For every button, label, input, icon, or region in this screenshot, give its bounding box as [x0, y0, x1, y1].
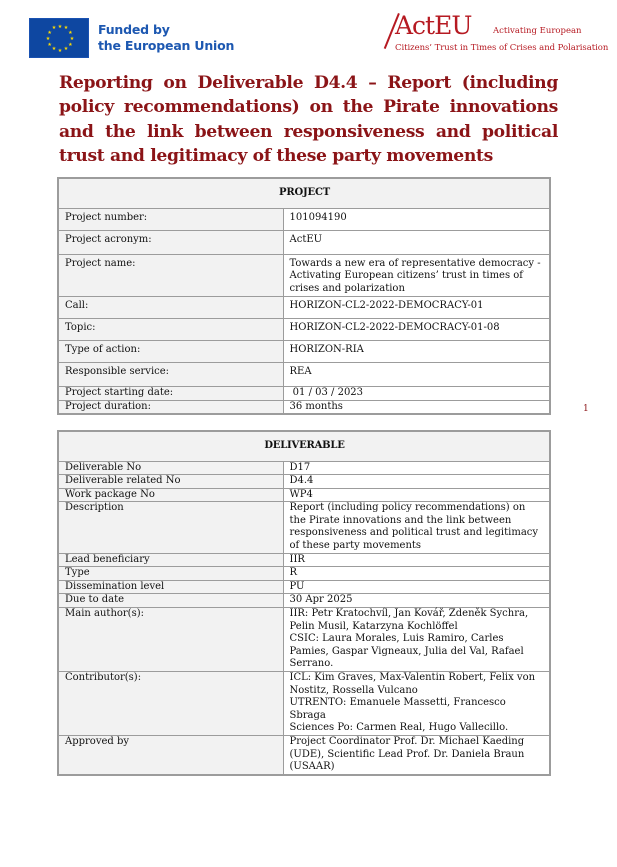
eu-flag-icon [29, 18, 89, 58]
document-title: Reporting on Deliverable D4.4 – Report (including policy recommendations) on the Pirate innovations and the link between responsiveness and political trust and legitimacy of these party movements [59, 73, 558, 166]
page-number: 1 [583, 404, 589, 414]
eu-funding-line2: the European Union [98, 38, 235, 53]
row-label: Call: [58, 296, 283, 318]
star-icon: ★ [51, 25, 57, 32]
row-label: Project acronym: [58, 230, 283, 254]
eu-funding-line1: Funded by [98, 22, 170, 37]
table-row [58, 608, 550, 672]
row-label: Type of action: [58, 340, 283, 362]
table-row [58, 672, 550, 736]
contributors-value [283, 672, 550, 736]
row-value: 36 months [283, 400, 550, 414]
row-value: WP4 [283, 488, 550, 502]
project-heading: PROJECT [58, 178, 550, 208]
row-label: Project number: [58, 208, 283, 230]
table-row [58, 296, 550, 318]
row-label: Work package No [58, 488, 283, 502]
table-row [58, 318, 550, 340]
project-table-header [58, 178, 550, 208]
row-label: Responsible service: [58, 362, 283, 386]
star-icon: ★ [63, 25, 69, 32]
row-value: ActEU [283, 230, 550, 254]
row-value: IIR [283, 553, 550, 567]
acteu-tagline-2: Citizens’ Trust in Times of Crises and Polarisation [395, 43, 609, 53]
deliverable-table-header [58, 431, 550, 461]
star-icon: ★ [68, 29, 73, 36]
star-icon: ★ [47, 29, 52, 36]
row-label: Project starting date: [58, 386, 283, 400]
table-row [58, 386, 550, 400]
row-label: Main author(s): [58, 608, 283, 672]
row-value: HORIZON-CL2-2022-DEMOCRACY-01-08 [283, 318, 550, 340]
row-label: Project duration: [58, 400, 283, 414]
star-icon: ★ [51, 45, 57, 52]
table-row [58, 488, 550, 502]
table-row [58, 340, 550, 362]
star-icon: ★ [47, 41, 52, 48]
main-authors-value [283, 608, 550, 672]
table-row [58, 735, 550, 774]
row-value: Towards a new era of representative democracy - Activating European citizens’ trust in times of crises and polarization [283, 254, 550, 296]
contributor-group: ICL: Kim Graves, Max-Valentin Robert, Felix von Nostitz, Rossella Vulcano [289, 672, 536, 696]
table-row [58, 254, 550, 296]
deliverable-table [57, 430, 551, 776]
row-value: Project Coordinator Prof. Dr. Michael Kaeding (UDE), Scientific Lead Prof. Dr. Daniela Braun (USAAR) [283, 735, 550, 774]
table-row [58, 567, 550, 581]
acteu-logo [392, 10, 612, 58]
table-row [58, 553, 550, 567]
author-group: IIR: Petr Kratochvíl, Jan Kovář, Zdeněk Sychra, Pelin Musil, Katarzyna Kochlöffel [289, 608, 529, 632]
row-label: Dissemination level [58, 580, 283, 594]
row-label: Contributor(s): [58, 672, 283, 736]
row-label: Approved by [58, 735, 283, 774]
row-value: HORIZON-CL2-2022-DEMOCRACY-01 [283, 296, 550, 318]
deliverable-heading: DELIVERABLE [58, 431, 550, 461]
table-row [58, 362, 550, 386]
row-value: 30 Apr 2025 [283, 594, 550, 608]
star-icon: ★ [68, 41, 73, 48]
row-label: Deliverable related No [58, 475, 283, 489]
row-label: Deliverable No [58, 461, 283, 475]
table-row [58, 400, 550, 414]
table-row [58, 208, 550, 230]
row-value: PU [283, 580, 550, 594]
row-label: Type [58, 567, 283, 581]
table-row [58, 230, 550, 254]
row-value: 101094190 [283, 208, 550, 230]
eu-funding-text [98, 22, 234, 54]
row-value: R [283, 567, 550, 581]
star-icon: ★ [57, 23, 63, 30]
row-label: Lead beneficiary [58, 553, 283, 567]
row-label: Project name: [58, 254, 283, 296]
acteu-tagline-1: Activating European [493, 26, 582, 36]
row-value: REA [283, 362, 550, 386]
eu-funding-logo [29, 18, 234, 58]
table-row [58, 502, 550, 553]
contributor-group: UTRENTO: Emanuele Massetti, Francesco Sbraga [289, 697, 506, 721]
star-icon: ★ [63, 45, 69, 52]
table-row [58, 580, 550, 594]
author-group: CSIC: Laura Morales, Luis Ramiro, Carles Pamies, Gaspar Vigneaux, Julia del Val, Rafael Serrano. [289, 633, 524, 670]
row-value: D17 [283, 461, 550, 475]
table-row [58, 475, 550, 489]
star-icon: ★ [69, 35, 75, 42]
row-value: Report (including policy recommendations) on the Pirate innovations and the link between responsiveness and political trust and legitimacy of these party movements [283, 502, 550, 553]
table-row [58, 594, 550, 608]
star-icon: ★ [45, 35, 51, 42]
contributor-group: Sciences Po: Carmen Real, Hugo Vallecillo. [289, 722, 509, 734]
project-table [57, 177, 551, 415]
row-value: D4.4 [283, 475, 550, 489]
star-icon: ★ [57, 47, 63, 54]
acteu-wordmark: ActEU [395, 11, 472, 40]
row-label: Due to date [58, 594, 283, 608]
row-value: 01 / 03 / 2023 [283, 386, 550, 400]
table-row [58, 461, 550, 475]
row-label: Description [58, 502, 283, 553]
row-value: HORIZON-RIA [283, 340, 550, 362]
row-label: Topic: [58, 318, 283, 340]
